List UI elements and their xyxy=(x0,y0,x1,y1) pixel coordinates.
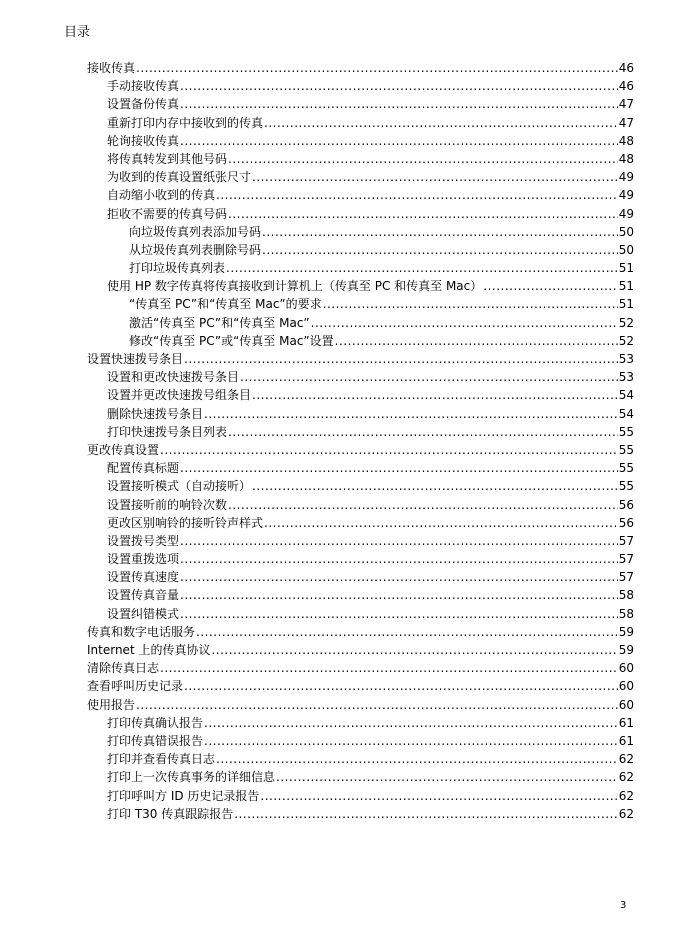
table-of-contents xyxy=(87,59,634,823)
toc-entry-page: 57 xyxy=(618,533,634,548)
toc-entry-title: 轮询接收传真 xyxy=(107,133,180,148)
toc-entry[interactable] xyxy=(87,77,634,95)
toc-entry-page: 60 xyxy=(618,679,634,694)
dot-leader xyxy=(264,114,618,132)
dot-leader xyxy=(160,441,618,459)
toc-entry[interactable] xyxy=(87,623,634,641)
dot-leader xyxy=(180,77,618,95)
toc-entry[interactable] xyxy=(87,186,634,204)
toc-entry-page: 46 xyxy=(618,79,634,94)
toc-entry[interactable] xyxy=(87,150,634,168)
toc-entry[interactable] xyxy=(87,677,634,695)
toc-entry-page: 56 xyxy=(618,515,634,530)
toc-entry[interactable] xyxy=(87,405,634,423)
toc-entry-title: 设置备份传真 xyxy=(107,97,180,112)
dot-leader xyxy=(228,496,618,514)
toc-entry-title: 设置纠错模式 xyxy=(107,606,180,621)
toc-entry-page: 60 xyxy=(618,661,634,676)
page-number: 3 xyxy=(620,900,627,911)
dot-leader xyxy=(240,368,618,386)
dot-leader xyxy=(276,768,618,786)
toc-entry-page: 59 xyxy=(618,624,634,639)
toc-entry-title: 传真和数字电话服务 xyxy=(87,624,196,639)
toc-entry-page: 52 xyxy=(618,333,634,348)
dot-leader xyxy=(216,750,618,768)
toc-entry[interactable] xyxy=(87,805,634,823)
toc-entry-page: 50 xyxy=(618,224,634,239)
toc-entry-page: 48 xyxy=(618,151,634,166)
toc-entry-page: 61 xyxy=(618,715,634,730)
dot-leader xyxy=(311,314,618,332)
toc-entry[interactable] xyxy=(87,568,634,586)
dot-leader xyxy=(252,168,618,186)
toc-entry-page: 62 xyxy=(618,788,634,803)
dot-leader xyxy=(180,586,618,604)
toc-entry[interactable] xyxy=(87,386,634,404)
toc-entry[interactable] xyxy=(87,277,634,295)
toc-entry-page: 49 xyxy=(618,206,634,221)
toc-entry[interactable] xyxy=(87,477,634,495)
toc-entry-title: 查看呼叫历史记录 xyxy=(87,679,184,694)
toc-entry[interactable] xyxy=(87,295,634,313)
toc-entry-title: 接收传真 xyxy=(87,61,136,75)
dot-leader xyxy=(196,623,618,641)
dot-leader xyxy=(483,277,617,295)
toc-entry-title: 打印 T30 传真跟踪报告 xyxy=(107,806,234,821)
dot-leader xyxy=(180,568,618,586)
toc-entry[interactable] xyxy=(87,441,634,459)
toc-entry-title: 打印上一次传真事务的详细信息 xyxy=(107,770,276,785)
toc-entry[interactable] xyxy=(87,659,634,677)
toc-entry-title: 设置接听前的响铃次数 xyxy=(107,497,228,512)
toc-entry-page: 62 xyxy=(618,770,634,785)
toc-entry-page: 59 xyxy=(618,643,634,657)
toc-entry-page: 53 xyxy=(618,370,634,385)
dot-leader xyxy=(180,532,618,550)
toc-entry[interactable] xyxy=(87,514,634,532)
toc-entry-title: 设置快速拨号条目 xyxy=(87,352,184,366)
dot-leader xyxy=(252,386,618,404)
toc-entry-title: “传真至 PC”和“传真至 Mac”的要求 xyxy=(129,297,322,312)
toc-entry[interactable] xyxy=(87,350,634,368)
toc-entry-title: 打印传真确认报告 xyxy=(107,715,204,730)
toc-entry[interactable] xyxy=(87,768,634,786)
toc-entry[interactable] xyxy=(87,95,634,113)
toc-entry-title: 自动缩小收到的传真 xyxy=(107,188,216,203)
dot-leader xyxy=(136,696,618,714)
dot-leader xyxy=(228,150,618,168)
toc-entry[interactable] xyxy=(87,332,634,350)
dot-leader xyxy=(204,405,618,423)
toc-entry[interactable] xyxy=(87,732,634,750)
toc-entry-title: 设置传真速度 xyxy=(107,570,180,585)
toc-entry[interactable] xyxy=(87,696,634,714)
dot-leader xyxy=(136,59,618,77)
dot-leader xyxy=(184,677,618,695)
toc-entry-title: 设置传真音量 xyxy=(107,588,180,603)
toc-entry[interactable] xyxy=(87,314,634,332)
dot-leader xyxy=(262,241,618,259)
toc-entry-page: 55 xyxy=(618,442,634,457)
dot-leader xyxy=(262,223,618,241)
toc-entry[interactable] xyxy=(87,59,634,77)
dot-leader xyxy=(180,459,618,477)
toc-entry-page: 54 xyxy=(618,388,634,403)
toc-entry-page: 55 xyxy=(618,479,634,494)
toc-entry-title: 设置接听模式（自动接听） xyxy=(107,479,252,494)
toc-entry-page: 55 xyxy=(618,461,634,476)
toc-entry[interactable] xyxy=(87,223,634,241)
dot-leader xyxy=(335,332,618,350)
toc-entry-title: 更改传真设置 xyxy=(87,442,160,457)
page-title: 目录 xyxy=(64,25,91,40)
dot-leader xyxy=(228,205,618,223)
toc-entry-title: 拒收不需要的传真号码 xyxy=(107,206,228,221)
toc-entry[interactable] xyxy=(87,750,634,768)
dot-leader xyxy=(260,787,617,805)
toc-entry-page: 58 xyxy=(618,588,634,603)
toc-entry[interactable] xyxy=(87,714,634,732)
toc-entry-title: 打印快速拨号条目列表 xyxy=(107,424,228,439)
toc-entry[interactable] xyxy=(87,241,634,259)
dot-leader xyxy=(226,259,618,277)
toc-entry-page: 57 xyxy=(618,570,634,585)
toc-entry-title: 为收到的传真设置纸张尺寸 xyxy=(107,170,252,185)
dot-leader xyxy=(180,550,618,568)
toc-entry[interactable] xyxy=(87,459,634,477)
dot-leader xyxy=(180,132,618,150)
toc-entry-page: 61 xyxy=(618,733,634,748)
toc-entry-title: 使用报告 xyxy=(87,697,136,712)
dot-leader xyxy=(234,805,617,823)
toc-entry-page: 57 xyxy=(618,552,634,567)
toc-entry-page: 49 xyxy=(618,170,634,185)
toc-entry-page: 62 xyxy=(618,752,634,767)
toc-entry-page: 49 xyxy=(618,188,634,203)
toc-entry[interactable] xyxy=(87,550,634,568)
dot-leader xyxy=(228,423,618,441)
toc-entry-title: 设置并更改快速拨号组条目 xyxy=(107,388,252,403)
toc-entry[interactable] xyxy=(87,423,634,441)
toc-entry-title: 打印呼叫方 ID 历史记录报告 xyxy=(107,788,260,803)
toc-entry-title: 将传真转发到其他号码 xyxy=(107,151,228,166)
toc-entry-page: 51 xyxy=(618,297,634,312)
toc-entry-page: 55 xyxy=(618,424,634,439)
toc-entry-page: 46 xyxy=(618,61,634,75)
dot-leader xyxy=(160,659,618,677)
dot-leader xyxy=(264,514,618,532)
toc-entry[interactable] xyxy=(87,205,634,223)
toc-entry[interactable] xyxy=(87,368,634,386)
toc-entry-title: 打印并查看传真日志 xyxy=(107,752,216,767)
toc-entry-page: 51 xyxy=(618,261,634,276)
toc-entry-title: 使用 HP 数字传真将传真接收到计算机上（传真至 PC 和传真至 Mac） xyxy=(107,279,483,294)
toc-entry-title: 配置传真标题 xyxy=(107,461,180,476)
dot-leader xyxy=(323,295,618,313)
toc-entry-page: 52 xyxy=(618,315,634,330)
dot-leader xyxy=(204,732,618,750)
toc-entry-title: 激活“传真至 PC”和“传真至 Mac” xyxy=(129,315,310,330)
toc-entry-title: 重新打印内存中接收到的传真 xyxy=(107,115,264,130)
toc-entry[interactable] xyxy=(87,586,634,604)
toc-entry-page: 56 xyxy=(618,497,634,512)
toc-entry-page: 50 xyxy=(618,242,634,257)
toc-entry[interactable] xyxy=(87,496,634,514)
toc-entry[interactable] xyxy=(87,787,634,805)
toc-entry-page: 48 xyxy=(618,133,634,148)
toc-entry-title: 设置和更改快速拨号条目 xyxy=(107,370,240,385)
toc-entry-title: 设置重拨选项 xyxy=(107,552,180,567)
toc-entry-title: 打印垃圾传真列表 xyxy=(129,261,226,276)
toc-entry-page: 47 xyxy=(618,97,634,112)
toc-entry-title: 从垃圾传真列表删除号码 xyxy=(129,242,262,257)
toc-entry-title: 修改“传真至 PC”或“传真至 Mac”设置 xyxy=(129,333,334,348)
toc-entry[interactable] xyxy=(87,132,634,150)
toc-entry[interactable] xyxy=(87,114,634,132)
dot-leader xyxy=(216,186,618,204)
toc-entry-title: 手动接收传真 xyxy=(107,79,180,94)
toc-entry[interactable] xyxy=(87,259,634,277)
dot-leader xyxy=(180,95,618,113)
dot-leader xyxy=(180,605,618,623)
toc-entry-title: 向垃圾传真列表添加号码 xyxy=(129,224,262,239)
toc-entry[interactable] xyxy=(87,168,634,186)
toc-entry[interactable] xyxy=(87,605,634,623)
toc-entry[interactable] xyxy=(87,532,634,550)
dot-leader xyxy=(252,477,618,495)
dot-leader xyxy=(211,641,617,659)
toc-entry-title: 清除传真日志 xyxy=(87,661,160,676)
toc-entry[interactable] xyxy=(87,641,634,659)
dot-leader xyxy=(204,714,618,732)
dot-leader xyxy=(184,350,618,368)
toc-entry-page: 47 xyxy=(618,115,634,130)
toc-entry-title: 删除快速拨号条目 xyxy=(107,406,204,421)
toc-entry-page: 62 xyxy=(618,806,634,821)
toc-entry-title: 更改区别响铃的接听铃声样式 xyxy=(107,515,264,530)
toc-entry-page: 53 xyxy=(618,352,634,366)
toc-entry-page: 54 xyxy=(618,406,634,421)
toc-entry-page: 51 xyxy=(618,279,634,294)
toc-entry-page: 58 xyxy=(618,606,634,621)
toc-entry-title: Internet 上的传真协议 xyxy=(87,643,211,657)
toc-entry-title: 设置拨号类型 xyxy=(107,533,180,548)
toc-entry-page: 60 xyxy=(618,697,634,712)
toc-entry-title: 打印传真错误报告 xyxy=(107,733,204,748)
